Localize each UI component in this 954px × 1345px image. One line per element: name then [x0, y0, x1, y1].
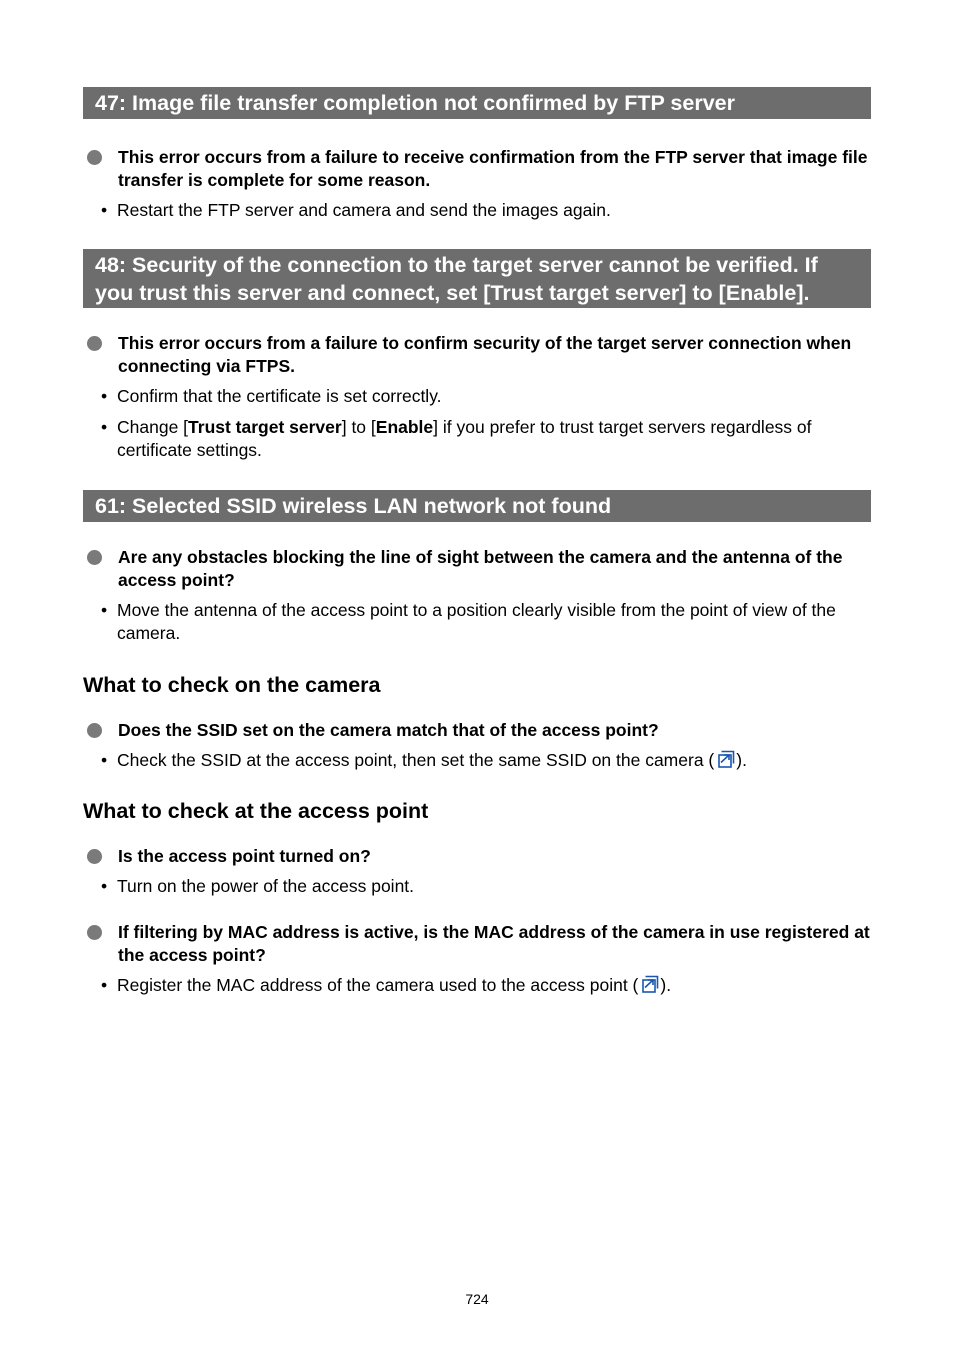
question-text: This error occurs from a failure to receive confirmation from the FTP server that image file transfer is complete for some reason. [118, 147, 868, 190]
solution-item [83, 599, 871, 645]
bullet-mark: • [101, 876, 108, 896]
page-number: 724 [465, 1291, 489, 1307]
solution-item [83, 199, 871, 222]
solution-item [83, 974, 871, 997]
question-text: Does the SSID set on the camera match that of the access point? [118, 720, 659, 740]
page-reference-icon[interactable] [639, 975, 659, 995]
solution-text: ). [736, 750, 747, 770]
question-text: If filtering by MAC address is active, is the MAC address of the camera in use registered at the access point? [118, 922, 870, 965]
solution-text-part: ] to [ [341, 417, 376, 437]
solution-item [83, 875, 871, 898]
question-item [83, 845, 871, 868]
solution-text: ). [660, 975, 672, 995]
bullet-mark: • [101, 417, 108, 437]
bullet-circle-icon [87, 150, 102, 165]
bullet-mark: • [101, 750, 108, 770]
subheading-camera: What to check on the camera [83, 673, 381, 697]
question-item [83, 146, 871, 192]
section-header-48: 48: Security of the connection to the target server cannot be verified. If you trust this server and connect, set [Trust target server] to [Enable]. [83, 249, 871, 308]
solution-text: Restart the FTP server and camera and send the images again. [117, 200, 611, 220]
question-text: Is the access point turned on? [118, 846, 371, 866]
menu-item-name: Trust target server [188, 417, 342, 437]
solution-item [83, 749, 871, 772]
solution-text: Check the SSID at the access point, then set the same SSID on the camera ( [117, 750, 715, 770]
solution-text-part: ] if you prefer to trust target servers regardless of certificate settings. [117, 417, 812, 460]
page-content [83, 87, 871, 997]
solution-text: Confirm that the certificate is set correctly. [117, 386, 442, 406]
question-text: This error occurs from a failure to confirm security of the target server connection when connecting via FTPS. [118, 333, 852, 376]
solution-text-part: Change [ [117, 417, 189, 437]
solution-text: Register the MAC address of the camera used to the access point ( [117, 975, 639, 995]
bullet-mark: • [101, 386, 108, 406]
bullet-circle-icon [87, 925, 102, 940]
solution-item [83, 416, 871, 462]
bullet-circle-icon [87, 723, 102, 738]
solution-text: Turn on the power of the access point. [117, 876, 415, 896]
question-item [83, 719, 871, 742]
page-reference-icon[interactable] [715, 750, 735, 770]
question-item [83, 921, 871, 967]
bullet-circle-icon [87, 849, 102, 864]
section-header-61: 61: Selected SSID wireless LAN network not found [83, 490, 871, 522]
bullet-mark: • [101, 200, 108, 220]
solution-item [83, 385, 871, 408]
bullet-mark: • [101, 600, 108, 620]
question-text: Are any obstacles blocking the line of sight between the camera and the antenna of the access point? [118, 547, 843, 590]
question-item [83, 546, 871, 592]
bullet-circle-icon [87, 336, 102, 351]
subheading-access-point: What to check at the access point [83, 799, 429, 823]
setting-value-name: Enable [375, 417, 434, 437]
bullet-circle-icon [87, 550, 102, 565]
bullet-mark: • [101, 975, 108, 995]
question-item [83, 332, 871, 378]
section-header-47: 47: Image file transfer completion not confirmed by FTP server [83, 87, 871, 119]
solution-text: Move the antenna of the access point to a position clearly visible from the point of view of the camera. [117, 600, 836, 643]
